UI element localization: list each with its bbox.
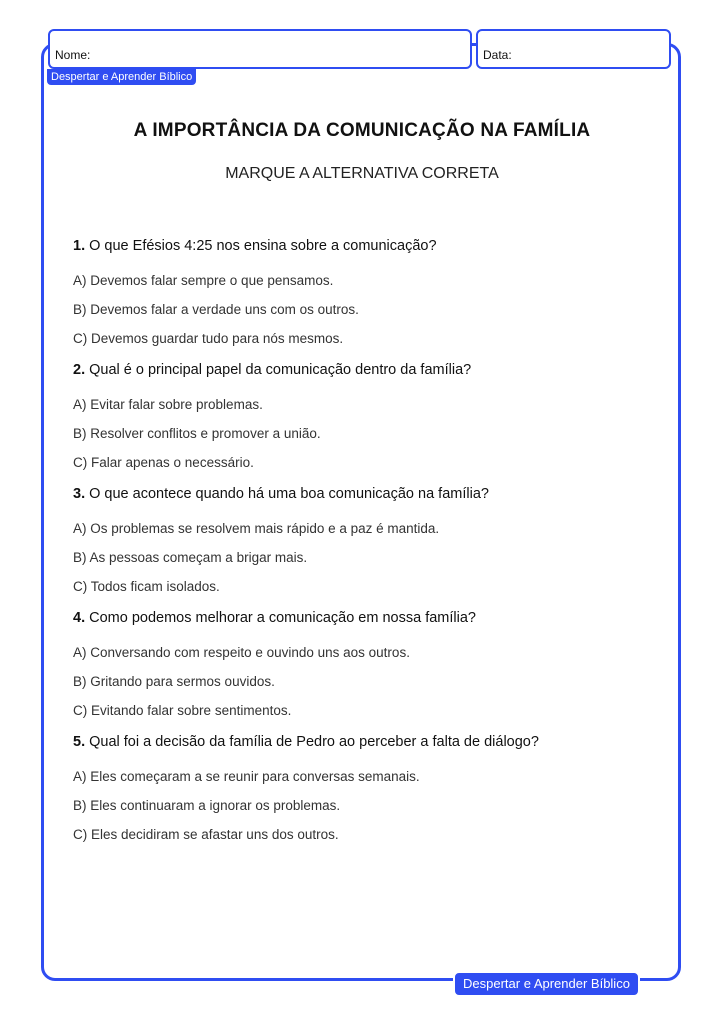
header-brand-tag: Despertar e Aprender Bíblico	[47, 69, 196, 85]
date-label: Data:	[483, 48, 512, 62]
option-a[interactable]: A) Devemos falar sempre o que pensamos.	[73, 273, 334, 288]
question-text	[73, 362, 693, 378]
option-c[interactable]: C) Falar apenas o necessário.	[73, 455, 254, 470]
option-b[interactable]: B) Gritando para sermos ouvidos.	[73, 674, 275, 689]
question-prompt: Como podemos melhorar a comunicação em nossa família?	[89, 610, 476, 626]
option-b[interactable]: B) Devemos falar a verdade uns com os outros.	[73, 302, 359, 317]
question-text	[73, 734, 693, 750]
question-number: 5.	[73, 734, 86, 750]
option-a[interactable]: A) Eles começaram a se reunir para conversas semanais.	[73, 769, 420, 784]
question-3	[73, 486, 693, 597]
question-5	[73, 734, 693, 845]
question-2	[73, 362, 693, 473]
option-a[interactable]: A) Evitar falar sobre problemas.	[73, 397, 263, 412]
option-b[interactable]: B) Eles continuaram a ignorar os problemas.	[73, 798, 341, 813]
name-field[interactable]	[48, 29, 472, 69]
question-number: 1.	[73, 238, 86, 254]
question-4	[73, 610, 693, 721]
option-c[interactable]: C) Devemos guardar tudo para nós mesmos.	[73, 331, 344, 346]
footer-brand-tag: Despertar e Aprender Bíblico	[453, 971, 640, 997]
question-number: 4.	[73, 610, 86, 626]
option-c[interactable]: C) Evitando falar sobre sentimentos.	[73, 703, 292, 718]
question-1	[73, 238, 693, 349]
option-a[interactable]: A) Os problemas se resolvem mais rápido e a paz é mantida.	[73, 521, 440, 536]
question-text	[73, 238, 693, 254]
question-text	[73, 486, 693, 502]
date-field[interactable]	[476, 29, 671, 69]
option-c[interactable]: C) Todos ficam isolados.	[73, 579, 220, 594]
page-title: A IMPORTÂNCIA DA COMUNICAÇÃO NA FAMÍLIA	[133, 120, 591, 141]
option-a[interactable]: A) Conversando com respeito e ouvindo uns aos outros.	[73, 645, 410, 660]
question-prompt: O que acontece quando há uma boa comunicação na família?	[89, 486, 489, 502]
question-prompt: Qual foi a decisão da família de Pedro ao perceber a falta de diálogo?	[89, 734, 539, 750]
option-c[interactable]: C) Eles decidiram se afastar uns dos outros.	[73, 827, 339, 842]
question-text	[73, 610, 693, 626]
question-number: 2.	[73, 362, 86, 378]
question-prompt: O que Efésios 4:25 nos ensina sobre a comunicação?	[89, 238, 437, 254]
question-list	[73, 238, 693, 858]
question-number: 3.	[73, 486, 86, 502]
page-subtitle: MARQUE A ALTERNATIVA CORRETA	[225, 165, 499, 182]
name-label: Nome:	[55, 48, 91, 62]
option-b[interactable]: B) Resolver conflitos e promover a união.	[73, 426, 321, 441]
question-prompt: Qual é o principal papel da comunicação dentro da família?	[89, 362, 472, 378]
option-b[interactable]: B) As pessoas começam a brigar mais.	[73, 550, 308, 565]
